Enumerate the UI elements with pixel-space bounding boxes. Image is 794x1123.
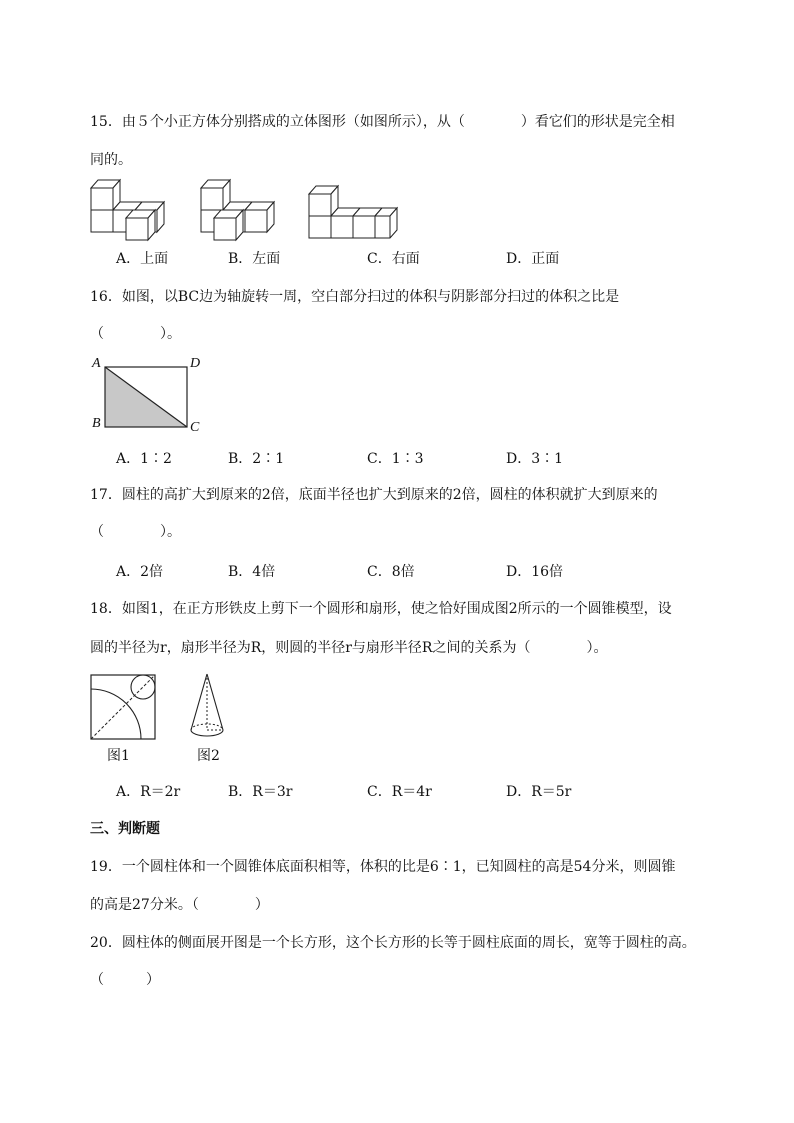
q20-text-line1: 20．圆柱体的侧面展开图是一个长方形，这个长方形的长等于圆柱底面的周长，宽等于圆柱的高。 (90, 935, 696, 951)
q16-label-a: A (92, 356, 101, 371)
q18-option-a[interactable]: A．R＝2r (116, 784, 181, 800)
q18-option-b[interactable]: B．R＝3r (228, 784, 293, 800)
q16-option-a[interactable]: A．1∶2 (116, 451, 172, 467)
q18-option-d[interactable]: D．R＝5r (506, 784, 572, 800)
q16-option-c[interactable]: C．1∶3 (367, 451, 424, 467)
q17-text-line1: 17．圆柱的高扩大到原来的2倍，底面半径也扩大到原来的2倍，圆柱的体积就扩大到原来的 (90, 487, 658, 503)
q18-figure-2-cone (188, 672, 226, 740)
q18-figure-1 (90, 674, 156, 740)
q16-label-c: C (190, 420, 200, 435)
q17-option-c[interactable]: C．8倍 (367, 564, 415, 580)
q17-option-a[interactable]: A．2倍 (116, 564, 164, 580)
q16-option-b[interactable]: B．2∶1 (228, 451, 285, 467)
q18-text-line1: 18．如图1，在正方形铁皮上剪下一个圆形和扇形，使之恰好围成图2所示的一个圆锥模型，设 (90, 601, 672, 617)
q18-figure-2-caption: 图2 (197, 748, 220, 764)
q17-option-b[interactable]: B．4倍 (228, 564, 276, 580)
q19-text-line1: 19．一个圆柱体和一个圆锥体底面积相等，体积的比是6∶1，已知圆柱的高是54分米，则圆锥 (90, 859, 676, 875)
q19-text-line2: 的高是27分米。（ ） (90, 897, 269, 913)
q20-text-line2: （ ） (90, 972, 160, 988)
q15-figure-2 (198, 178, 278, 242)
q16-option-d[interactable]: D．3∶1 (506, 451, 564, 467)
q15-option-a[interactable]: A．上面 (116, 251, 169, 267)
q18-option-c[interactable]: C．R＝4r (367, 784, 432, 800)
q16-rectangle-figure (104, 366, 188, 428)
q16-label-d: D (190, 356, 201, 371)
q15-figure-1 (88, 178, 168, 242)
q18-text-line2: 圆的半径为r，扇形半径为R，则圆的半径r与扇形半径R之间的关系为（ ）。 (90, 640, 608, 656)
q17-option-d[interactable]: D．16倍 (506, 564, 564, 580)
q16-text-line1: 16．如图，以BC边为轴旋转一周，空白部分扫过的体积与阴影部分扫过的体积之比是 (90, 289, 620, 305)
q16-label-b: B (92, 416, 101, 431)
q15-text-line2: 同的。 (90, 152, 132, 168)
q18-figure-1-caption: 图1 (107, 748, 130, 764)
section-title-judgement: 三、判断题 (90, 821, 160, 837)
q17-text-line2: （ ）。 (90, 524, 181, 540)
q15-text-line1: 15．由５个小正方体分别搭成的立体图形（如图所示），从（ ）看它们的形状是完全相 (90, 114, 675, 130)
q16-text-line2: （ ）。 (90, 326, 181, 342)
q15-figure-3 (306, 180, 398, 242)
q15-option-b[interactable]: B．左面 (228, 251, 281, 267)
q15-option-c[interactable]: C．右面 (367, 251, 420, 267)
q15-option-d[interactable]: D．正面 (506, 251, 560, 267)
